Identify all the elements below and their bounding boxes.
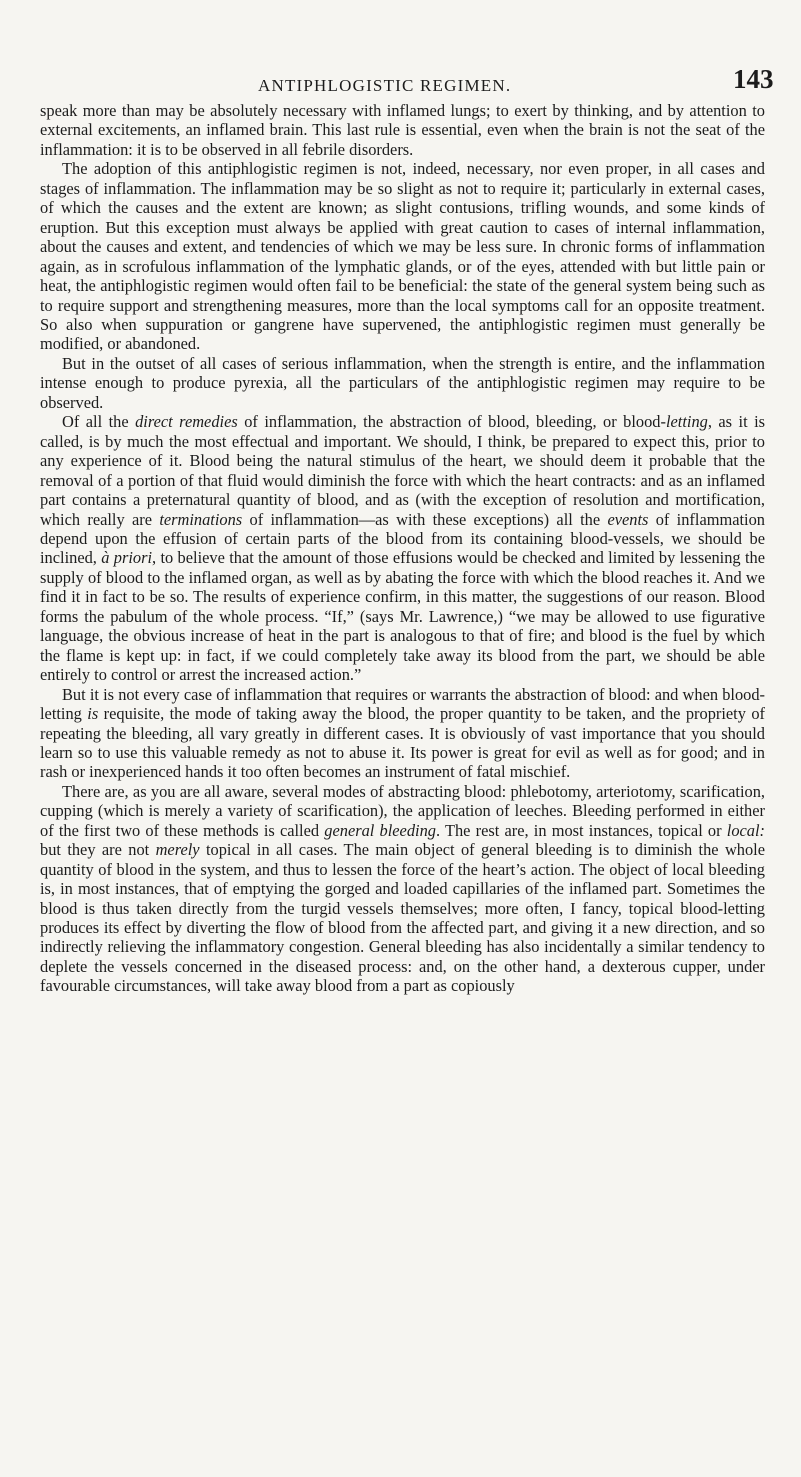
italic-text: à priori: [101, 548, 153, 568]
paragraph: speak more than may be absolutely necessary with inflamed lungs; to exert by thinking, and by attention to external excitements, an inflamed brain. This last rule is essential, even when the brain is not the seat of the inflammation: it is to be observed in all febrile disorders.: [40, 101, 765, 159]
running-head: [0, 62, 801, 102]
body-text: [40, 101, 765, 996]
paragraph: But in the outset of all cases of serious inflammation, when the strength is entire, and the inflammation intense enough to produce pyrexia, all the particulars of the antiphlogistic regimen may require to be observed.: [40, 353, 765, 412]
paragraph: The adoption of this antiphlogistic regimen is not, indeed, necessary, nor even proper, in all cases and stages of inflammation. The inflammation may be so slight as not to require it; particularly in external cases, of which the causes and the extent are known; as slight contusions, trifling wounds, and some kinds of eruption. But this exception must always be applied with great caution to cases of internal inflammation, about the causes and extent, and tendencies of which we may be less sure. In chronic forms of inflammation again, as in scrofulous inflammation of the lymphatic glands, or of the eyes, attended with but little pain or heat, the antiphlogistic regimen would often fail to be beneficial: the state of the general system being such as to require support and strengthening measures, more than the local symptoms call for an opposite treatment. So also when suppuration or gangrene have supervened, the antiphlogistic regimen must generally be modified, or abandoned.: [40, 159, 765, 354]
page-number: 143: [733, 64, 774, 94]
running-title: ANTIPHLOGISTIC REGIMEN.: [258, 76, 512, 95]
italic-text: local:: [726, 820, 766, 840]
italic-text: events: [607, 509, 649, 529]
italic-text: letting: [665, 412, 708, 432]
paragraph: There are, as you are all aware, several modes of abstracting blood: phlebotomy, arteriotomy, scarification, cupping (which is merely a variety of scarification), the application of leeches. Bleeding performed in either of the first two of these methods is called general bleeding. The rest are, in most instances, topical or local: but they are not merely topical in all cases. The main object of general bleeding is to diminish the whole quantity of blood in the system, and thus to lessen the force of the heart’s action. The object of local bleeding is, in most instances, that of emptying the gorged and loaded capillaries of the inflamed part. Sometimes the blood is thus taken directly from the turgid vessels themselves; more often, I fancy, topical blood-letting produces its effect by diverting the flow of blood from the affected part, and giving it a new direction, and so indirectly relieving the inflammatory congestion. General bleeding has also incidentally a similar tendency to deplete the vessels concerned in the diseased process: and, on the other hand, a dexterous cupper, under favourable circumstances, will take away blood from a part as copiously: [40, 781, 766, 996]
italic-text: is: [87, 704, 99, 724]
paragraph: But it is not every case of inflammation that requires or warrants the abstraction of blood: and when blood-letting is requisite, the mode of taking away the blood, the proper quantity to be taken, and the propriety of repeating the bleeding, all vary greatly in different cases. It is obviously of vast importance that you should learn so to use this valuable remedy as not to abuse it. Its power is great for evil as well as for good; and in rash or inexperienced hands it too often becomes an instrument of fatal mischief.: [40, 684, 765, 782]
italic-text: direct remedies: [135, 412, 238, 432]
paragraph: Of all the direct remedies of inflammation, the abstraction of blood, bleeding, or blood-letting, as it is called, is by much the most effectual and important. We should, I think, be prepared to expect this, prior to any experience of it. Blood being the natural stimulus of the heart, we should deem it probable that the removal of a portion of that fluid would diminish the force with which the heart contracts: and as an inflamed part contains a preternatural quantity of blood, and as (with the exception of resolution and mortification, which really are terminations of inflammation—as with these exceptions) all the events of inflammation depend upon the effusion of certain parts of the blood from its containing blood-vessels, we should be inclined, à priori, to believe that the amount of those effusions would be checked and limited by lessening the supply of blood to the inflamed organ, as well as by abating the force with which the blood reaches it. And we find it in fact to be so. The results of experience confirm, in this matter, the suggestions of our reason. Blood forms the pabulum of the whole process. “If,” (says Mr. Lawrence,) “we may be allowed to use figurative language, the obvious increase of heat in the part is analogous to that of fire; and blood is the fuel by which the flame is kept up: in fact, if we could completely take away its blood from the part, we should be able entirely to control or arrest the increased action.”: [40, 412, 766, 685]
italic-text: merely: [155, 840, 200, 860]
italic-text: general bleeding: [324, 820, 436, 840]
italic-text: terminations: [159, 509, 243, 529]
